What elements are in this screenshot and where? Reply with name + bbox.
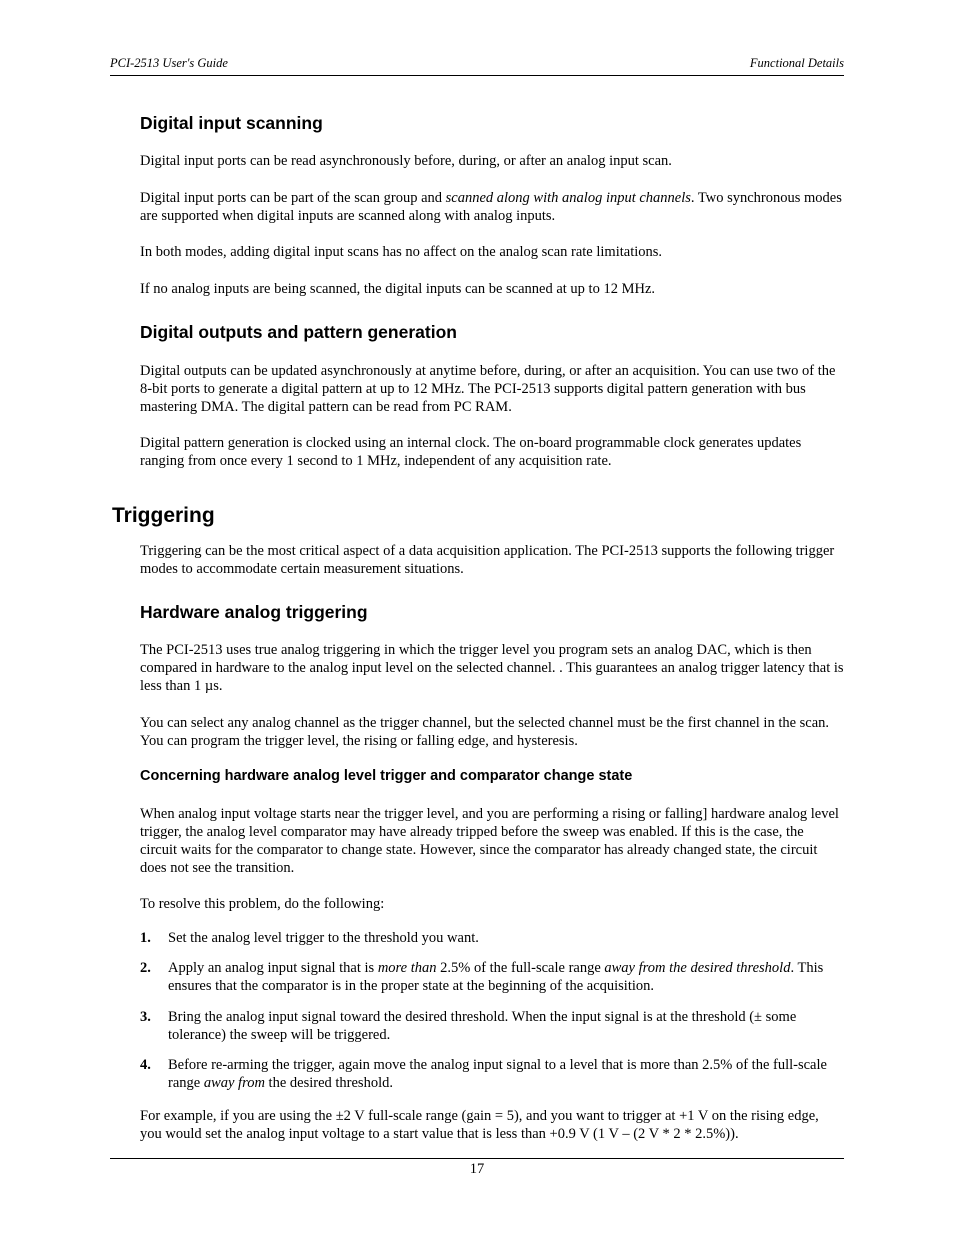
digital-input-p1: Digital input ports can be read asynchronously before, during, or after an analog input scan.: [140, 153, 672, 169]
list-item-number: 1.: [140, 930, 151, 946]
header-doc-title: PCI-2513 User's Guide: [110, 56, 228, 70]
digital-output-p1: Digital outputs can be updated asynchronously at anytime before, during, or after an acquisition. You can use two of the 8-bit ports to generate a digital pattern at up to 12 MHz. The PCI-2513 supports digital pattern generation with bus mastering DMA. The digital pattern can be read from PC RAM.: [140, 363, 836, 415]
list-item-number: 3.: [140, 1009, 151, 1025]
digital-input-heading: Digital input scanning: [140, 113, 323, 133]
concerning-p3: For example, if you are using the ±2 V full-scale range (gain = 5), and you want to trigger at +1 V on the rising edge, you would set the analog input voltage to a start value that is less than +0.9 V (1 V – (2 V * 2 * 2.5%)).: [140, 1108, 819, 1142]
digital-input-p3: In both modes, adding digital input scans has no affect on the analog scan rate limitations.: [140, 244, 663, 260]
page-number: 17: [469, 1161, 485, 1177]
concerning-heading: Concerning hardware analog level trigger and comparator change state: [140, 768, 633, 784]
hardware-analog-heading: Hardware analog triggering: [140, 602, 368, 622]
list-item-text: Set the analog level trigger to the threshold you want.: [168, 930, 479, 946]
digital-input-p4: If no analog inputs are being scanned, the digital inputs can be scanned at up to 12 MHz.: [140, 281, 656, 297]
header-section-title: Functional Details: [749, 56, 844, 70]
hardware-analog-p1: The PCI-2513 uses true analog triggering in which the trigger level you program sets an analog DAC, which is then compared in hardware to the analog input level on the selected channel. . This guarantees an analog trigger latency that is less than 1 µs.: [140, 642, 844, 694]
digital-input-p2: Digital input ports can be part of the scan group and scanned along with analog input channels. Two synchronous modes are supported when digital inputs are scanned along with analog inputs.: [140, 190, 842, 224]
list-item-number: 4.: [140, 1057, 151, 1073]
concerning-p1: When analog input voltage starts near the trigger level, and you are performing a rising or falling] hardware analog level trigger, the analog level comparator may have already tripped before the sweep was enabled. If this is the case, the circuit waits for the comparator to change state. However, since the comparator has already changed state, the circuit does not see the transition.: [140, 806, 839, 876]
digital-output-heading: Digital outputs and pattern generation: [140, 322, 457, 342]
triggering-heading: Triggering: [112, 504, 215, 527]
list-item-number: 2.: [140, 960, 151, 976]
list-item-text: Before re-arming the trigger, again move the analog input signal to a level that is more than 2.5% of the full-scale range away from the desired threshold.: [168, 1057, 827, 1091]
concerning-p2: To resolve this problem, do the following:: [140, 896, 385, 912]
hardware-analog-p2: You can select any analog channel as the trigger channel, but the selected channel must be the first channel in the scan. You can program the trigger level, the rising or falling edge, and hysteresis.: [140, 715, 830, 749]
page-footer: [110, 1158, 844, 1178]
digital-output-p2: Digital pattern generation is clocked using an internal clock. The on-board programmable clock generates updates ranging from once every 1 second to 1 MHz, independent of any acquisition rate.: [140, 435, 802, 469]
list-item-text: Apply an analog input signal that is more than 2.5% of the full-scale range away from the desired threshold. This ensures that the comparator is in the proper state at the beginning of the acquisition.: [168, 960, 824, 994]
list-item-text: Bring the analog input signal toward the desired threshold. When the input signal is at the threshold (± some tolerance) the sweep will be triggered.: [168, 1009, 797, 1043]
page-header: [110, 55, 844, 76]
triggering-p1: Triggering can be the most critical aspect of a data acquisition application. The PCI-2513 supports the following trigger modes to accommodate certain measurement situations.: [140, 543, 835, 577]
